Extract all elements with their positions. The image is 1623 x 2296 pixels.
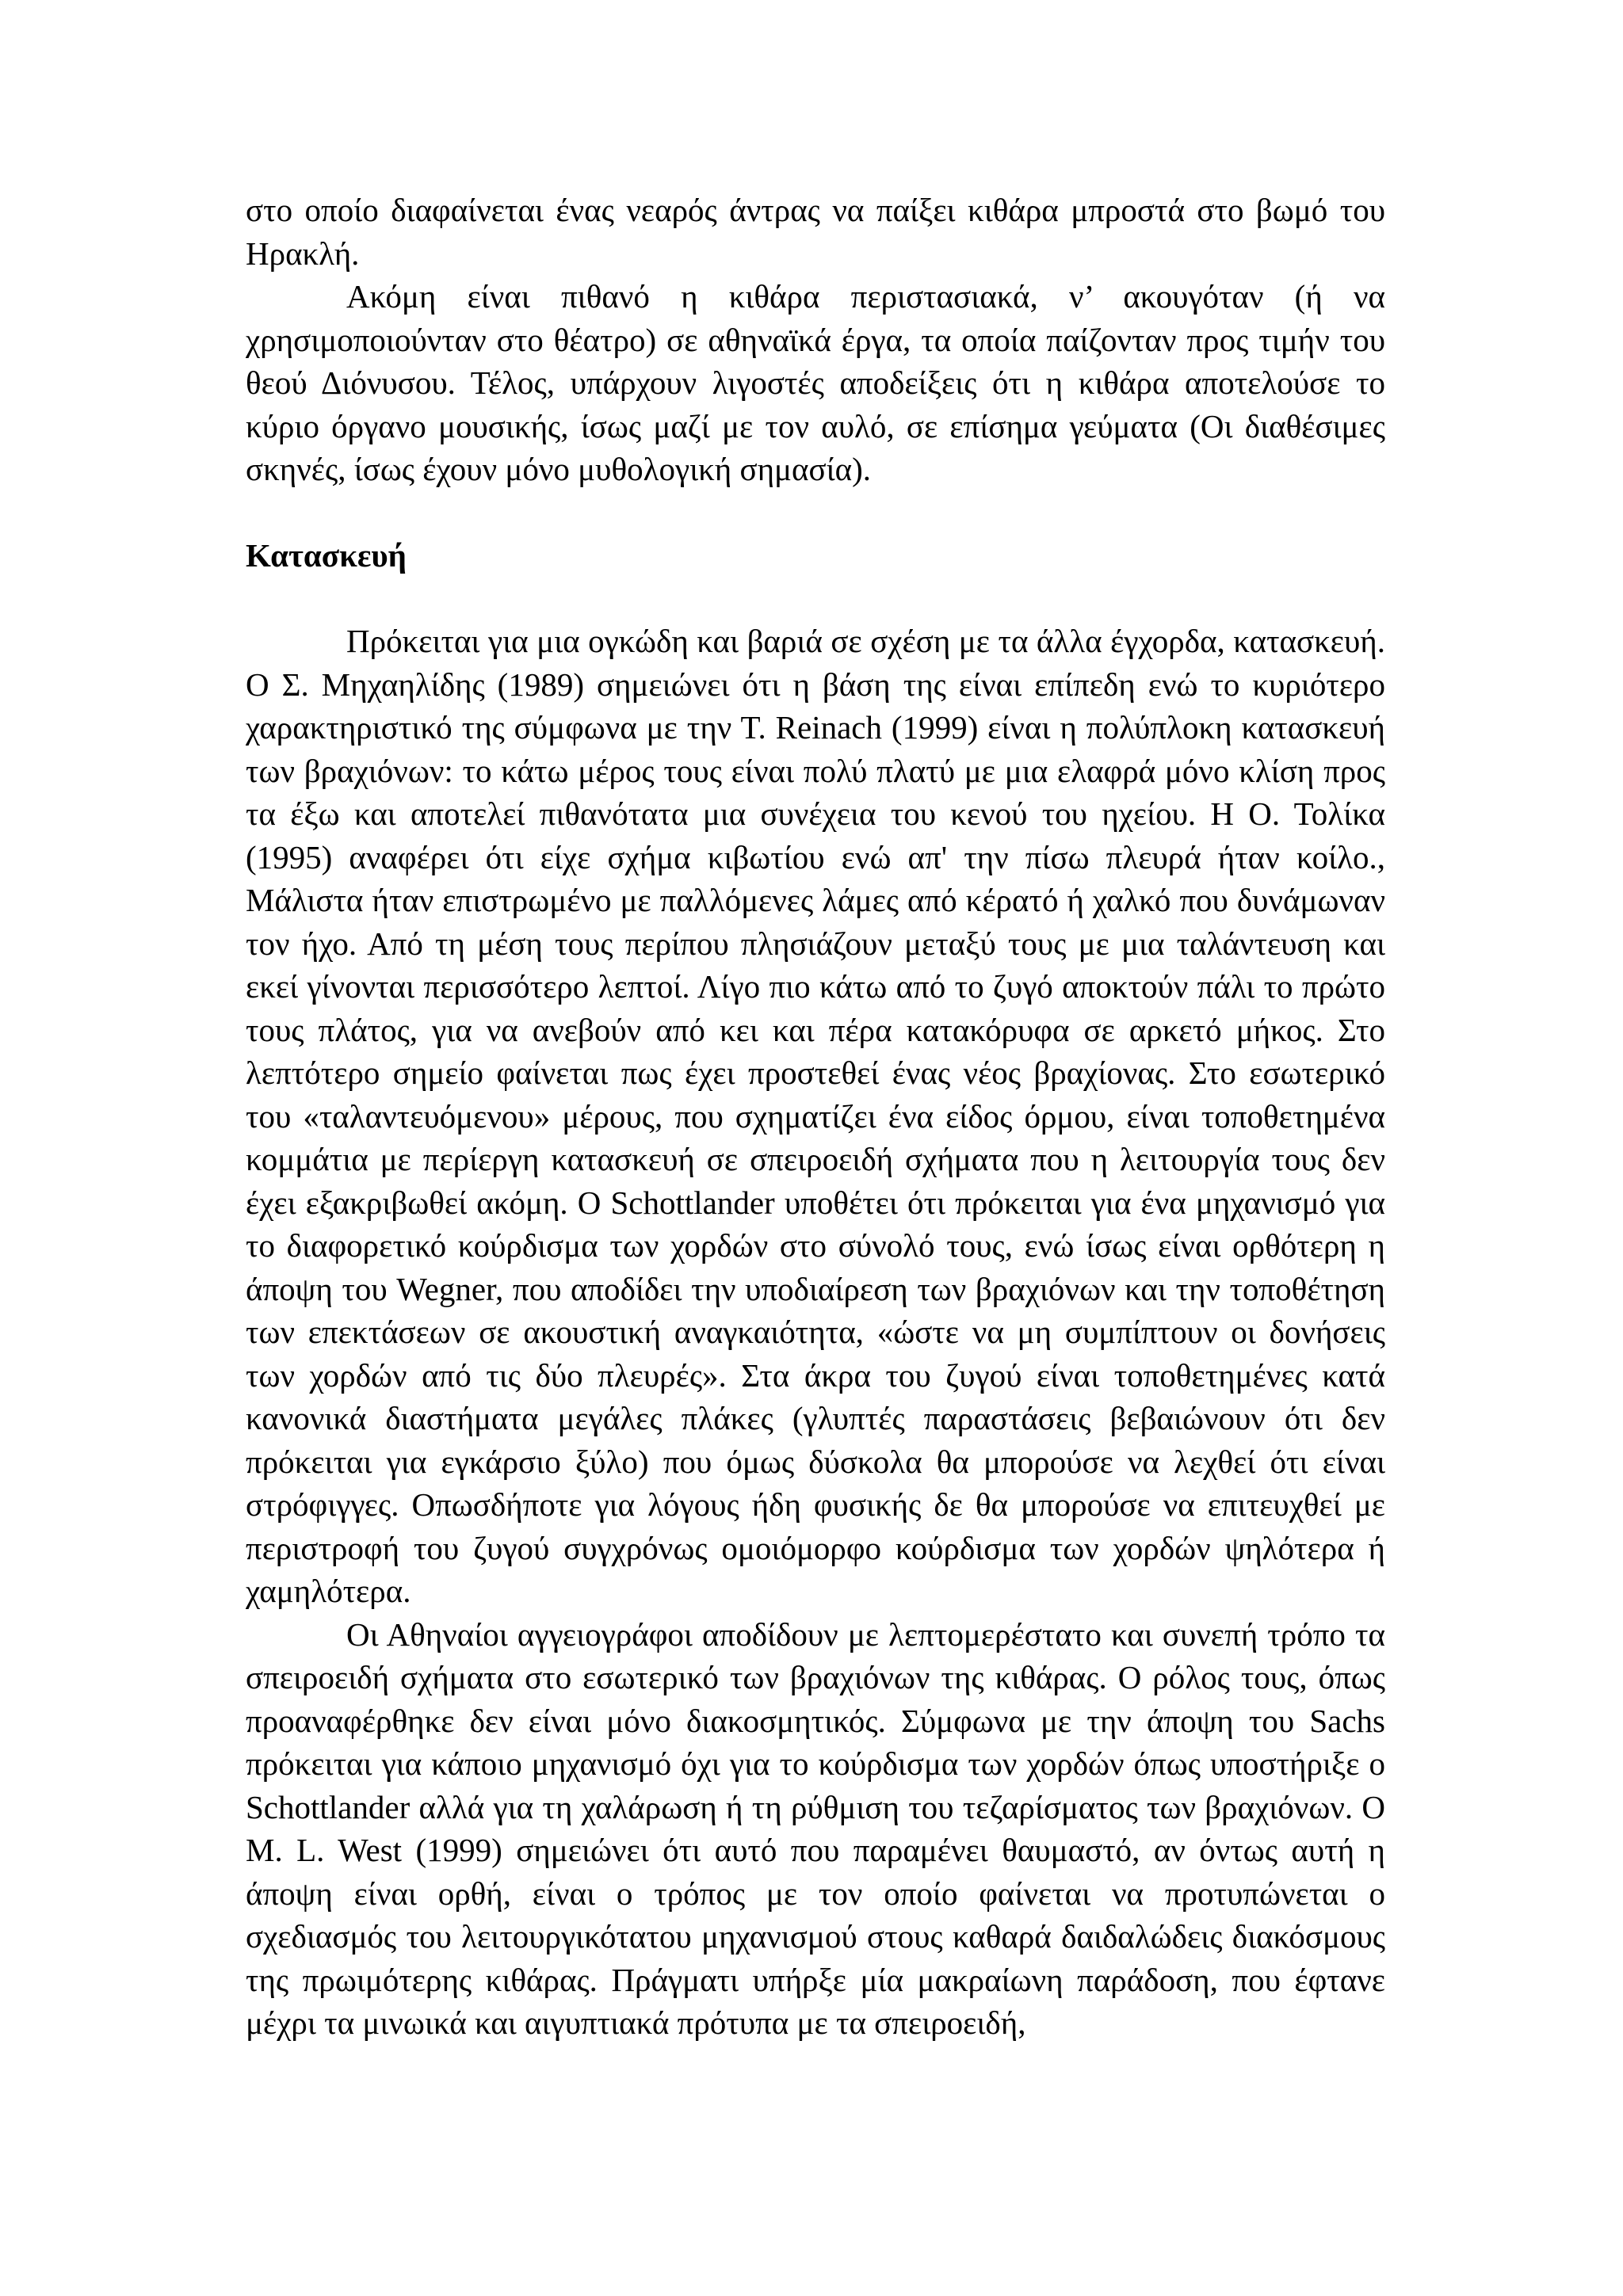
spacer <box>246 577 1385 620</box>
paragraph-construction: Πρόκειται για μια ογκώδη και βαριά σε σχέση με τα άλλα έγχορδα, κατασκευή. Ο Σ. Μηχαηλίδης (1989) σημειώνει ότι η βάση της είναι επίπεδη ενώ το κυριότερο χαρακτηριστικό της σύμφωνα με την Τ. Reinach (1999) είναι η πολύπλοκη κατασκευή των βραχιόνων: το κάτω μέρος τους είναι πολύ πλατύ με μια ελαφρά μόνο κλίση προς τα έξω και αποτελεί πιθανότατα μια συνέχεια του κενού του ηχείου. Η Ο. Τολίκα (1995) αναφέρει ότι είχε σχήμα κιβωτίου ενώ απ' την πίσω πλευρά ήταν κοίλο., Μάλιστα ήταν επιστρωμένο με παλλόμενες λάμες από κέρατό ή χαλκό που δυνάμωναν τον ήχο. Από τη μέση τους περίπου πλησιάζουν μεταξύ τους με μια ταλάντευση και εκεί γίνονται περισσότερο λεπτοί. Λίγο πιο κάτω από το ζυγό αποκτούν πάλι το πρώτο τους πλάτος, για να ανεβούν από κει και πέρα κατακόρυφα σε αρκετό μήκος. Στο λεπτότερο σημείο φαίνεται πως έχει προστεθεί ένας νέος βραχίονας. Στο εσωτερικό του «ταλαντευόμενου» μέρους, που σχηματίζει ένα είδος όρμου, είναι τοποθετημένα κομμάτια με περίεργη κατασκευή σε σπειροειδή σχήματα που η λειτουργία τους δεν έχει εξακριβωθεί ακόμη. Ο Schottlander υποθέτει ότι πρόκειται για ένα μηχανισμό για το διαφορετικό κούρδισμα των χορδών στο σύνολό τους, ενώ ίσως είναι ορθότερη η άποψη του Wegner, που αποδίδει την υποδιαίρεση των βραχιόνων και την τοποθέτηση των επεκτάσεων σε ακουστική αναγκαιότητα, «ώστε να μη συμπίπτουν οι δονήσεις των χορδών από τις δύο πλευρές». Στα άκρα του ζυγού είναι τοποθετημένες κατά κανονικά διαστήματα μεγάλες πλάκες (γλυπτές παραστάσεις βεβαιώνουν ότι δεν πρόκειται για εγκάρσιο ξύλο) που όμως δύσκολα θα μπορούσε να λεχθεί ότι είναι στρόφιγγες. Οπωσδήποτε για λόγους ήδη φυσικής δε θα μπορούσε να επιτευχθεί με περιστροφή του ζυγού συγχρόνως ομοιόμορφο κούρδισμα των χορδών ψηλότερα ή χαμηλότερα. <box>246 623 1385 1609</box>
paragraph-continuation: στο οποίο διαφαίνεται ένας νεαρός άντρας να παίξει κιθάρα μπροστά στο βωμό του Ηρακλή. <box>246 192 1385 272</box>
section-heading: Κατασκευή <box>246 536 407 574</box>
spacer <box>246 491 1385 534</box>
document-page <box>246 189 1385 2045</box>
paragraph-kithara-uses: Ακόμη είναι πιθανό η κιθάρα περιστασιακά, ν’ ακουγόταν (ή να χρησιμοποιούνταν στο θέατρο) σε αθηναϊκά έργα, τα οποία παίζονταν προς τιμήν του θεού Διόνυσου. Τέλος, υπάρχουν λιγοστές αποδείξεις ότι η κιθάρα αποτελούσε το κύριο όργανο μουσικής, ίσως μαζί με τον αυλό, σε επίσημα γεύματα (Οι διαθέσιμες σκηνές, ίσως έχουν μόνο μυθολογική σημασία). <box>246 278 1385 487</box>
paragraph-vase-painters: Οι Αθηναίοι αγγειογράφοι αποδίδουν με λεπτομερέστατο και συνεπή τρόπο τα σπειροειδή σχήματα στο εσωτερικό των βραχιόνων της κιθάρας. Ο ρόλος τους, όπως προαναφέρθηκε δεν είναι μόνο διακοσμητικός. Σύμφωνα με την άποψη του Sachs πρόκειται για κάποιο μηχανισμό όχι για το κούρδισμα των χορδών όπως υποστήριξε ο Schottlander αλλά για τη χαλάρωση ή τη ρύθμιση του τεζαρίσματος των βραχιόνων. Ο Μ. L. West (1999) σημειώνει ότι αυτό που παραμένει θαυμαστό, αν όντως αυτή η άποψη είναι ορθή, είναι ο τρόπος με τον οποίο φαίνεται να προτυπώνεται ο σχεδιασμός του λειτουργικότατου μηχανισμού στους καθαρά δαιδαλώδεις διακόσμους της πρωιμότερης κιθάρας. Πράγματι υπήρξε μία μακραίωνη παράδοση, που έφτανε μέχρι τα μινωικά και αιγυπτιακά πρότυπα με τα σπειροειδή, <box>246 1615 1385 2041</box>
